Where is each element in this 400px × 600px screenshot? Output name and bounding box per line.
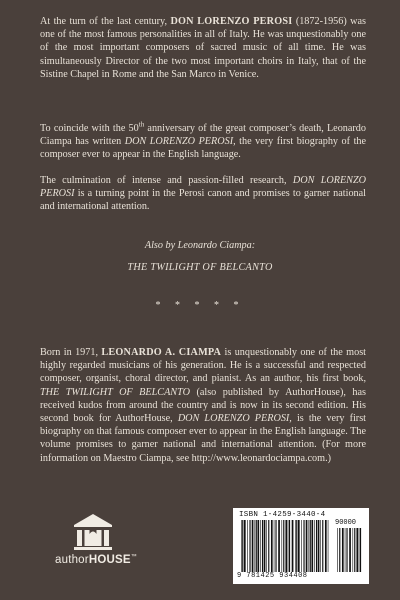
wordmark-house: HOUSE [88,554,131,566]
bio-author-name: LEONARDO A. CIAMPA [101,347,222,358]
culmination-text-start: The culmination of intense and passion-filled research, [40,175,293,186]
bio-second-book-title: DON LORENZO PEROSI, [177,413,292,425]
separator-stars: * * * * * [155,300,245,311]
addon-barcode-bars [337,528,363,572]
anniversary-text-start: To coincide with the 50 [40,123,139,134]
bio-text-4: is the very first biography on that famous composer ever to appear in the English language. The volume promises to garner national and international attention. (For more information on Maestro Ciampa, see http://www.leonardociampa.com.) [40,413,366,464]
intro-text-rest: (1872-1956) was one of the most famous personalities in all of Italy. He was unquestionably one of the most important composers of sacred music of all time. He was simultaneously Director of the two most important choirs in Italy, that of the Sistine Chapel in Rome and the San Marco in Venice. [40,16,367,80]
isbn-number: ISBN 1-4259-3440-4 [239,511,326,519]
bio-first-book-title: THE TWILIGHT OF BELCANTO [40,386,190,398]
ean-barcode-bars [241,520,329,572]
anniversary-paragraph [40,122,366,162]
anniversary-text-end: the very first biography of the composer ever to appear in the English language. [40,136,367,161]
anniversary-book-title: DON LORENZO PEROSI, [124,136,236,148]
bio-text-2: is unquestionably one of the most highly regarded musicians of his generation. He is a successful and respected composer, organist, choral director, and pianist. As an author, his first book, [40,347,366,385]
house-columns-icon [72,512,114,552]
culmination-text-end: is a turning point in the Perosi canon and promises to garner national and international attention. [40,188,366,213]
also-by-heading: Also by Leonardo Ciampa: [144,240,256,251]
culmination-book-title: DON LORENZO PEROSI [40,175,366,200]
author-bio-paragraph [40,346,366,465]
publisher-wordmark [55,554,155,566]
intro-text-start: At the turn of the last century, [40,16,171,27]
ean-number: 9 781425 934408 [237,572,308,580]
also-by-title: THE TWILIGHT OF BELCANTO [127,262,273,273]
bio-text-3: (also published by AuthorHouse), has received kudos from around the country and is now in its second edition. His second book for AuthorHouse, [40,386,366,425]
anniversary-superscript: th [138,120,145,129]
wordmark-author: author [55,554,89,566]
culmination-paragraph [40,174,366,214]
isbn-barcode [233,508,369,584]
anniversary-text-mid: anniversary of the great composer’s death, Leonardo Ciampa has written [40,123,366,148]
price-addon-number: 90000 [335,519,357,527]
trademark-symbol: ™ [130,554,137,560]
intro-paragraph [40,15,366,81]
publisher-logo [55,512,135,572]
intro-composer-name: DON LORENZO PEROSI [170,16,293,27]
bio-text-1: Born in 1971, [40,347,102,358]
